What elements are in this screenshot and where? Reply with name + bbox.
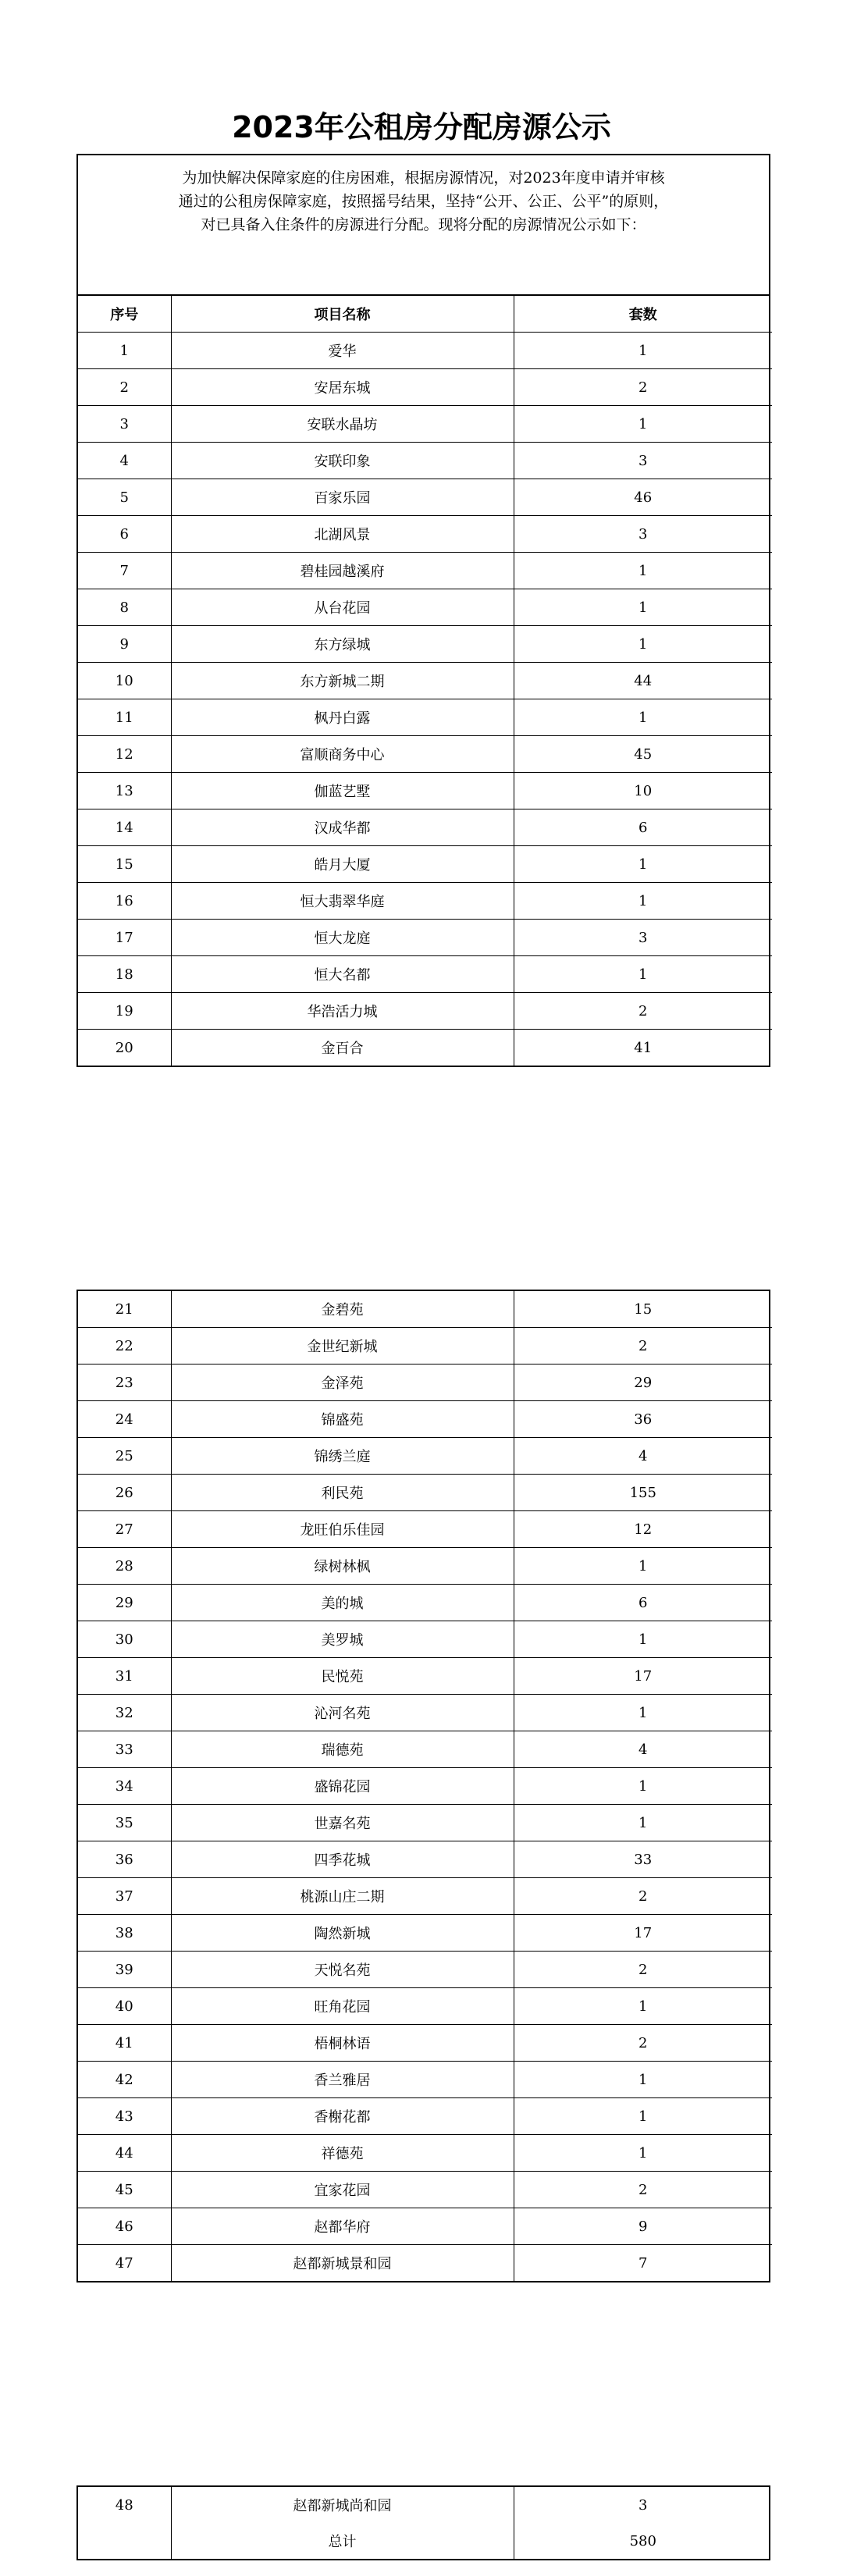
row-no: 19 [78, 993, 171, 1030]
row-project-name: 宜家花园 [171, 2172, 514, 2208]
row-count: 1 [514, 1548, 772, 1585]
table-row [78, 809, 772, 846]
row-project-name: 桃源山庄二期 [171, 1878, 514, 1915]
row-no: 1 [78, 333, 171, 369]
row-no: 48 [78, 2487, 171, 2523]
row-project-name: 梧桐林语 [171, 2025, 514, 2062]
row-project-name: 绿树林枫 [171, 1548, 514, 1585]
row-project-name: 利民苑 [171, 1475, 514, 1511]
row-no: 46 [78, 2208, 171, 2245]
row-count: 2 [514, 1952, 772, 1988]
table-row [78, 846, 772, 883]
row-no: 3 [78, 406, 171, 443]
intro-line-1: 为加快解决保障家庭的住房困难，根据房源情况，对2023年度申请并审核 [182, 169, 665, 187]
row-project-name: 旺角花园 [171, 1988, 514, 2025]
intro-line-2: 通过的公租房保障家庭，按照摇号结果，坚持“公开、公正、公平”的原则， [178, 193, 669, 210]
row-no: 14 [78, 809, 171, 846]
row-project-name: 民悦苑 [171, 1658, 514, 1695]
header-name: 项目名称 [171, 296, 514, 333]
table-row [78, 1328, 772, 1364]
table-row [78, 1915, 772, 1952]
table-row [78, 736, 772, 773]
row-no: 33 [78, 1731, 171, 1768]
row-project-name: 盛锦花园 [171, 1768, 514, 1805]
row-project-name: 世嘉名苑 [171, 1805, 514, 1841]
table-row [78, 1030, 772, 1066]
table-row [78, 993, 772, 1030]
row-count: 2 [514, 2025, 772, 2062]
table-row [78, 553, 772, 589]
row-project-name: 伽蓝艺墅 [171, 773, 514, 809]
table-row [78, 479, 772, 516]
row-no: 37 [78, 1878, 171, 1915]
table-row [78, 1695, 772, 1731]
row-count: 7 [514, 2245, 772, 2282]
table-row [78, 2135, 772, 2172]
table-row [78, 1805, 772, 1841]
row-no: 7 [78, 553, 171, 589]
table-row [78, 699, 772, 736]
table-row [78, 1475, 772, 1511]
row-no: 6 [78, 516, 171, 553]
row-project-name: 香兰雅居 [171, 2062, 514, 2098]
table-block-2 [76, 1290, 770, 2282]
page-title: 2023年公租房分配房源公示 [232, 110, 611, 144]
table-row [78, 589, 772, 626]
row-count: 12 [514, 1511, 772, 1548]
table-row [78, 1548, 772, 1585]
row-count: 15 [514, 1291, 772, 1328]
row-no: 22 [78, 1328, 171, 1364]
row-count: 41 [514, 1030, 772, 1066]
row-project-name: 恒大名都 [171, 956, 514, 993]
row-count: 1 [514, 333, 772, 369]
row-count: 46 [514, 479, 772, 516]
table-row [78, 2098, 772, 2135]
row-count: 1 [514, 2062, 772, 2098]
row-count: 1 [514, 1768, 772, 1805]
row-no: 16 [78, 883, 171, 920]
row-project-name: 锦盛苑 [171, 1401, 514, 1438]
table-row [78, 2208, 772, 2245]
row-no: 11 [78, 699, 171, 736]
row-count: 2 [514, 1878, 772, 1915]
row-no: 4 [78, 443, 171, 479]
table-row [78, 1585, 772, 1621]
row-no: 43 [78, 2098, 171, 2135]
row-project-name: 金碧苑 [171, 1291, 514, 1328]
row-no: 27 [78, 1511, 171, 1548]
table-row [78, 1401, 772, 1438]
row-project-name: 美罗城 [171, 1621, 514, 1658]
table-row [78, 626, 772, 663]
row-no: 38 [78, 1915, 171, 1952]
row-count: 3 [514, 920, 772, 956]
row-project-name: 美的城 [171, 1585, 514, 1621]
total-count: 580 [514, 2523, 772, 2559]
row-count: 1 [514, 553, 772, 589]
row-count: 3 [514, 2487, 772, 2523]
table-row [78, 2245, 772, 2282]
row-project-name: 恒大翡翠华庭 [171, 883, 514, 920]
row-no: 21 [78, 1291, 171, 1328]
row-no: 15 [78, 846, 171, 883]
table-row [78, 773, 772, 809]
table-row [78, 1291, 772, 1328]
row-count: 2 [514, 1328, 772, 1364]
row-project-name: 东方绿城 [171, 626, 514, 663]
intro-paragraph [78, 155, 769, 296]
row-project-name: 恒大龙庭 [171, 920, 514, 956]
table-row [78, 1841, 772, 1878]
row-no: 45 [78, 2172, 171, 2208]
row-project-name: 赵都华府 [171, 2208, 514, 2245]
row-project-name: 富顺商务中心 [171, 736, 514, 773]
table-row [78, 920, 772, 956]
row-project-name: 安联印象 [171, 443, 514, 479]
row-project-name: 陶然新城 [171, 1915, 514, 1952]
row-count: 10 [514, 773, 772, 809]
row-no: 31 [78, 1658, 171, 1695]
row-project-name: 东方新城二期 [171, 663, 514, 699]
row-project-name: 从台花园 [171, 589, 514, 626]
table-row [78, 2062, 772, 2098]
row-count: 1 [514, 589, 772, 626]
row-count: 2 [514, 993, 772, 1030]
row-no: 17 [78, 920, 171, 956]
table-row [78, 369, 772, 406]
row-count: 17 [514, 1658, 772, 1695]
row-no: 35 [78, 1805, 171, 1841]
table-row [78, 443, 772, 479]
row-no: 13 [78, 773, 171, 809]
row-count: 44 [514, 663, 772, 699]
row-project-name: 天悦名苑 [171, 1952, 514, 1988]
table-row [78, 516, 772, 553]
table-row [78, 1878, 772, 1915]
row-count: 6 [514, 1585, 772, 1621]
row-count: 1 [514, 699, 772, 736]
table-row [78, 2025, 772, 2062]
housing-table-part-1 [78, 296, 772, 1066]
row-no: 42 [78, 2062, 171, 2098]
row-no: 10 [78, 663, 171, 699]
row-count: 1 [514, 2135, 772, 2172]
row-no: 28 [78, 1548, 171, 1585]
row-project-name: 碧桂园越溪府 [171, 553, 514, 589]
row-no: 9 [78, 626, 171, 663]
table-row [78, 1658, 772, 1695]
table-row [78, 1952, 772, 1988]
row-no: 23 [78, 1364, 171, 1401]
table-row [78, 1988, 772, 2025]
row-project-name: 沁河名苑 [171, 1695, 514, 1731]
row-no: 41 [78, 2025, 171, 2062]
row-no: 26 [78, 1475, 171, 1511]
row-count: 1 [514, 406, 772, 443]
row-no: 25 [78, 1438, 171, 1475]
row-project-name: 金百合 [171, 1030, 514, 1066]
row-no: 32 [78, 1695, 171, 1731]
row-count: 3 [514, 443, 772, 479]
row-project-name: 香榭花都 [171, 2098, 514, 2135]
row-no: 20 [78, 1030, 171, 1066]
total-row [78, 2523, 772, 2559]
row-count: 4 [514, 1438, 772, 1475]
table-row [78, 956, 772, 993]
row-project-name: 爱华 [171, 333, 514, 369]
header-count: 套数 [514, 296, 772, 333]
table-row [78, 333, 772, 369]
row-no: 24 [78, 1401, 171, 1438]
table-row [78, 663, 772, 699]
row-count: 1 [514, 883, 772, 920]
row-project-name: 安居东城 [171, 369, 514, 406]
table-block-1 [76, 154, 770, 1067]
row-project-name: 祥德苑 [171, 2135, 514, 2172]
row-no: 2 [78, 369, 171, 406]
row-project-name: 北湖风景 [171, 516, 514, 553]
table-row [78, 2487, 772, 2523]
table-row [78, 406, 772, 443]
row-count: 1 [514, 1621, 772, 1658]
row-count: 3 [514, 516, 772, 553]
row-count: 1 [514, 1805, 772, 1841]
total-label: 总计 [171, 2523, 514, 2559]
row-count: 29 [514, 1364, 772, 1401]
row-no: 47 [78, 2245, 171, 2282]
intro-line-3: 对已具备入住条件的房源进行分配。现将分配的房源情况公示如下： [201, 216, 646, 233]
row-count: 33 [514, 1841, 772, 1878]
row-count: 9 [514, 2208, 772, 2245]
table-row [78, 1731, 772, 1768]
header-no: 序号 [78, 296, 171, 333]
row-count: 1 [514, 2098, 772, 2135]
row-count: 155 [514, 1475, 772, 1511]
row-project-name: 赵都新城尚和园 [171, 2487, 514, 2523]
row-no: 34 [78, 1768, 171, 1805]
row-project-name: 汉成华都 [171, 809, 514, 846]
row-no: 29 [78, 1585, 171, 1621]
row-no: 30 [78, 1621, 171, 1658]
table-row [78, 1511, 772, 1548]
total-no-cell [78, 2523, 171, 2559]
row-count: 1 [514, 956, 772, 993]
row-count: 1 [514, 1988, 772, 2025]
table-row [78, 883, 772, 920]
table-row [78, 2172, 772, 2208]
row-project-name: 赵都新城景和园 [171, 2245, 514, 2282]
row-project-name: 瑞德苑 [171, 1731, 514, 1768]
row-count: 4 [514, 1731, 772, 1768]
housing-table-part-2 [78, 1291, 772, 2281]
row-project-name: 锦绣兰庭 [171, 1438, 514, 1475]
row-count: 36 [514, 1401, 772, 1438]
row-project-name: 金世纪新城 [171, 1328, 514, 1364]
row-no: 36 [78, 1841, 171, 1878]
row-count: 1 [514, 1695, 772, 1731]
row-project-name: 四季花城 [171, 1841, 514, 1878]
row-no: 40 [78, 1988, 171, 2025]
table-block-3 [76, 2485, 770, 2560]
row-count: 45 [514, 736, 772, 773]
table-row [78, 1621, 772, 1658]
row-no: 18 [78, 956, 171, 993]
row-project-name: 安联水晶坊 [171, 406, 514, 443]
row-project-name: 皓月大厦 [171, 846, 514, 883]
row-no: 39 [78, 1952, 171, 1988]
row-count: 1 [514, 846, 772, 883]
row-count: 6 [514, 809, 772, 846]
row-project-name: 龙旺伯乐佳园 [171, 1511, 514, 1548]
housing-table-part-3 [78, 2487, 772, 2559]
row-no: 5 [78, 479, 171, 516]
table-header-row [78, 296, 772, 333]
row-project-name: 百家乐园 [171, 479, 514, 516]
table-row [78, 1364, 772, 1401]
row-project-name: 华浩活力城 [171, 993, 514, 1030]
row-count: 2 [514, 2172, 772, 2208]
row-project-name: 枫丹白露 [171, 699, 514, 736]
row-count: 1 [514, 626, 772, 663]
row-project-name: 金泽苑 [171, 1364, 514, 1401]
row-no: 8 [78, 589, 171, 626]
row-count: 17 [514, 1915, 772, 1952]
table-row [78, 1768, 772, 1805]
table-row [78, 1438, 772, 1475]
row-count: 2 [514, 369, 772, 406]
row-no: 44 [78, 2135, 171, 2172]
row-no: 12 [78, 736, 171, 773]
